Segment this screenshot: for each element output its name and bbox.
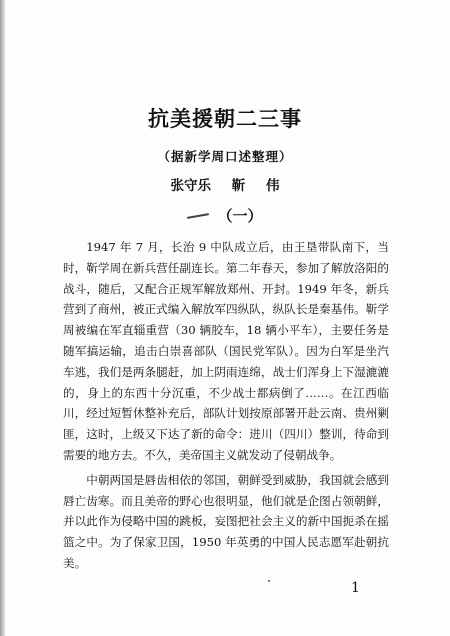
- scan-speck: [268, 580, 270, 582]
- section-heading-row: [0, 205, 450, 226]
- section-heading: （一）: [217, 207, 263, 225]
- article-subtitle: （据新学周口述整理）: [157, 149, 293, 164]
- section-dash: [187, 213, 209, 219]
- paragraph-1: 1947 年 7 月，长治 9 中队成立后，由王垦带队南下，当时，靳学周在新兵营任副连长。第二年春天，参加了解放洛阳的战斗，随后，又配合正规军解放郑州、开封。1949 年冬，新兵营到了商州，被正式编入解放军四纵队，纵队长是秦基伟。靳学周被编在军直辎重营（30 辆胶车，18 辆小平车），主要任务是随军搞运输，追击白崇喜部队（国民党军队）。因为白军是坐汽车逃，我们是两条腿赶，加上阴雨连绵，战士们浑身上下湿漉漉的，身上的东西十分沉重，不少战士都病倒了……。在江西临川，经过短暂休整补充后，部队计划按原部署开赴云南、贵州剿匪，这时，上级又下达了新的命令：进川（四川）整训，待命到需要的地方去。不久，美帝国主义就发动了侵朝战争。: [63, 240, 389, 462]
- article-body: [63, 237, 389, 574]
- article-authors: 张守乐 靳 伟: [170, 178, 280, 194]
- paragraph-2: 中朝两国是唇齿相依的邻国，朝鲜受到威胁，我国就会感到唇亡齿寒。而且美帝的野心也很明显，他们就是企图占领朝鲜，并以此作为侵略中国的跳板，妄图把社会主义的新中国扼杀在摇篮之中。为了保家卫国，1950 年英勇的中国人民志愿军赴朝抗美。: [63, 472, 389, 570]
- article-title: 抗美援朝二三事: [148, 107, 302, 131]
- page-binding-shadow: [0, 0, 6, 636]
- page-number: 1: [351, 580, 360, 596]
